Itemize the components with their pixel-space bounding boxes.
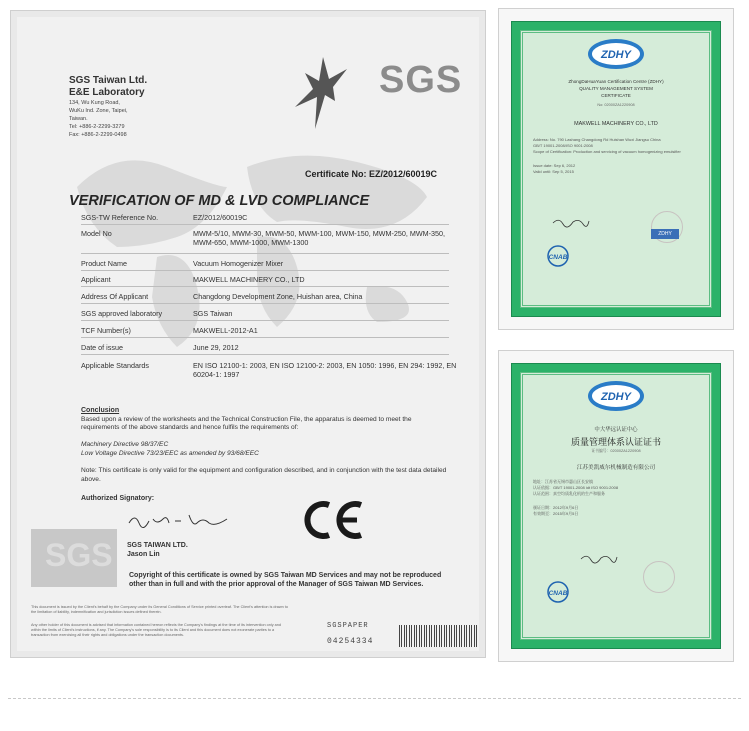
- row-value: MWM-5/10, MWM-30, MWM-50, MWM-100, MWM-150, MWM-250, MWM-350, MWM-650, MWM-1000, MWM-1300: [193, 229, 445, 247]
- authorized-signatory-label: Authorized Signatory:: [81, 495, 155, 502]
- lab-address-line: 134, Wu Kung Road,: [69, 100, 120, 106]
- lab-header: [69, 75, 147, 139]
- divider: [81, 337, 449, 338]
- row-label: Model No: [81, 229, 112, 238]
- divider: [81, 303, 449, 304]
- green-border: [511, 363, 721, 649]
- certificate-title: 质量管理体系认证证书: [570, 437, 661, 447]
- zdhy-english-certificate: [498, 8, 734, 330]
- world-map-watermark: [57, 127, 447, 377]
- lab-address-line: Taiwan.: [69, 116, 88, 122]
- bird-emblem-icon: [285, 49, 355, 139]
- divider: [8, 698, 741, 699]
- detail-line: 认证范围：真空均质乳化机的生产和服务: [533, 491, 605, 496]
- badge-text: CNAB: [548, 254, 568, 261]
- detail-line: 认证依据：GB/T 19001-2008 idt ISO 9001:2008: [533, 485, 619, 490]
- row-label: SGS approved laboratory: [81, 309, 163, 318]
- divider: [81, 224, 449, 225]
- logo-text: ZDHY: [601, 49, 631, 61]
- issuer: 中大华远认证中心: [594, 427, 638, 433]
- certificate-paper: [17, 17, 479, 651]
- row-label: TCF Number(s): [81, 326, 131, 335]
- row-label: Applicable Standards: [81, 361, 149, 370]
- row-value: Changdong Development Zone, Huishan area, China: [193, 292, 363, 301]
- seal-icon: [643, 561, 675, 593]
- validity-note: Note: This certificate is only valid for the equipment and configuration described, and in conjunction with the test data detailed above.: [81, 467, 447, 483]
- conclusion: [81, 407, 451, 433]
- row-value: EZ/2012/60019C: [193, 213, 248, 222]
- lab-address-line: Fax: +886-2-2299-0498: [69, 132, 127, 138]
- divider: [81, 320, 449, 321]
- stamp-text: SGS: [45, 537, 113, 573]
- row-label: Date of issue: [81, 343, 123, 352]
- row-value: June 29, 2012: [193, 343, 239, 352]
- row-label: Applicant: [81, 275, 111, 284]
- zdhy-logo-icon: [586, 379, 646, 413]
- detail-line: 地址：江苏省无锡市惠山区长安镇: [533, 479, 593, 484]
- copyright-notice: Copyright of this certificate is owned by SGS Taiwan MD Services and may not be reproduced other than in full and with the prior approval of the Manager of SGS Taiwan MD Services.: [129, 572, 442, 588]
- cert-number: No: 02000ZA1220908: [597, 103, 635, 107]
- directive-machinery: Machinery Directive 98/37/EC: [81, 441, 169, 448]
- title-line: QUALITY MANAGEMENT SYSTEM: [579, 86, 653, 91]
- row-value: SGS Taiwan: [193, 309, 233, 318]
- ce-mark-icon: [299, 499, 369, 541]
- serial-number: 04254334: [327, 637, 374, 646]
- zdhy-logo-icon: [586, 37, 646, 71]
- certificate-body: [520, 30, 712, 308]
- signer-name: Jason Lin: [127, 551, 160, 558]
- certificate-title: VERIFICATION OF MD & LVD COMPLIANCE: [69, 193, 370, 209]
- lab-name: SGS Taiwan Ltd.: [69, 75, 148, 86]
- detail-line: Valid until: Sep 5, 2015: [533, 169, 574, 174]
- detail-line: 有效期至：2015年9月5日: [533, 511, 579, 516]
- paper-label: SGSPAPER: [327, 622, 369, 630]
- row-value: EN ISO 12100-1: 2003, EN ISO 12100-2: 2003, EN 1050: 1996, EN 294: 1992, EN 60204-1: 1997: [193, 361, 457, 379]
- zdhy-seal: ZDHY: [651, 229, 679, 239]
- row-value: MAKWELL-2012-A1: [193, 326, 258, 335]
- lab-subname: E&E Laboratory: [69, 87, 145, 98]
- detail-line: Scope of Certification: Production and servicing of vacuum homogenizing emulsifier: [533, 149, 681, 154]
- row-label: SGS-TW Reference No.: [81, 213, 159, 222]
- lab-address-line: Tel: +886-2-2299-3279: [69, 124, 125, 130]
- green-border: [511, 21, 721, 317]
- sgs-logo: SGS: [379, 59, 463, 101]
- company-name: 江苏美凯威尔机械制造有限公司: [576, 465, 656, 471]
- signature: [551, 215, 591, 229]
- fine-print: This document is issued by the Client's behalf by the Company under its General Conditions of Service printed overleaf. The Client's attention is drawn to the limitation of liability, indemnification and jurisdiction issues defined therein.: [31, 605, 288, 614]
- divider: [81, 354, 449, 355]
- detail-line: GB/T 19001-2008/ISO 9001:2008: [533, 143, 593, 148]
- row-value: Vacuum Homogenizer Mixer: [193, 259, 284, 268]
- divider: [81, 253, 449, 254]
- conclusion-heading: Conclusion: [81, 407, 120, 414]
- company-name: MAKWELL MACHINERY CO., LTD: [574, 121, 658, 127]
- lab-address-line: WuKu Ind. Zone, Taipei,: [69, 108, 128, 114]
- logo-text: ZDHY: [601, 391, 631, 403]
- detail-line: Address: No. 790 Lashang Changdong Rd Huishan Wuxi Jiangsu China: [533, 137, 661, 142]
- row-label: Product Name: [81, 259, 127, 268]
- conclusion-text: Based upon a review of the worksheets and the Technical Construction File, the apparatus is deemed to meet the requirements of the above standards and hence fulfils the requirements of:: [81, 415, 412, 431]
- fine-print: Any other holder of this document is advised that information contained hereon reflects the Company's findings at the time of its intervention only and within the limits of Client's instructions, if any. The Company's sole responsibility is to its Client and this document does not exonerate parties to a transaction from exercising all their rights and obligations under the transaction documents.: [31, 623, 281, 637]
- cnab-badge-icon: [541, 581, 575, 603]
- detail-line: Issue date: Sep 6, 2012: [533, 163, 576, 168]
- signature: [579, 551, 619, 565]
- cert-number: 证书编号：02000ZA1220908: [591, 449, 641, 453]
- detail-line: 颁证日期：2012年9月6日: [533, 505, 579, 510]
- directive-low-voltage: Low Voltage Directive 73/23/EEC as amended by 93/68/EEC: [81, 449, 259, 457]
- issuer: ZhongDaHuaYuan Certification Centre (ZDHY): [568, 79, 664, 84]
- zdhy-chinese-certificate: [498, 350, 734, 662]
- divider: [81, 286, 449, 287]
- barcode: [399, 625, 479, 647]
- certificate-body: [520, 372, 712, 640]
- sgs-stamp: [31, 529, 117, 587]
- cnab-badge-icon: [541, 245, 575, 267]
- signer-block: [127, 541, 188, 559]
- row-value: MAKWELL MACHINERY CO., LTD: [193, 275, 305, 284]
- signer-company: SGS TAIWAN LTD.: [127, 542, 188, 549]
- directives: [81, 441, 259, 458]
- certificate-number: Certificate No: EZ/2012/60019C: [305, 169, 438, 179]
- divider: [81, 270, 449, 271]
- signature: [123, 509, 233, 531]
- badge-text: CNAB: [548, 590, 568, 597]
- row-label: Address Of Applicant: [81, 292, 149, 301]
- title-line: CERTIFICATE: [601, 93, 631, 98]
- sgs-certificate: [10, 10, 486, 658]
